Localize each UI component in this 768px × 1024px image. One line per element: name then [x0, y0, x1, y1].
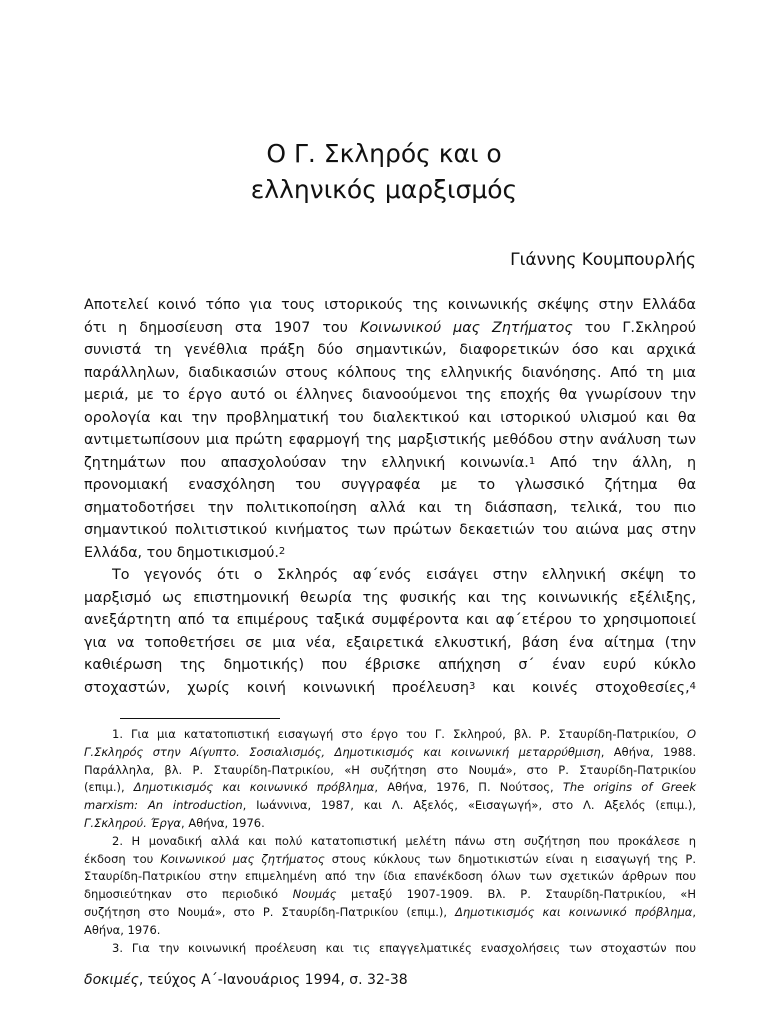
title-line-1: Ο Γ. Σκληρός και ο — [266, 139, 502, 168]
footnote-line — [84, 886, 696, 904]
body-line: παράλληλων, διαδικασιών στους κόλπους της ελληνικής διανόησης. Από τη μια — [84, 364, 696, 381]
footnote-ref-2[interactable]: 2 — [278, 545, 286, 557]
paragraph-1 — [84, 294, 696, 564]
book-title: Δημοτικισμός και κοινωνικό πρόβλημα — [455, 904, 693, 919]
footnote-line: Αθήνα, 1976. — [84, 922, 161, 937]
body-line: προνομιακή ενασχόληση του συγγραφέα με το γλωσσικό ζήτημα θα — [84, 477, 696, 493]
footnote-line — [84, 726, 696, 744]
article-body — [84, 294, 696, 699]
text-run: και κοινές στοχοθεσίες, — [475, 679, 690, 696]
page-footer — [84, 972, 408, 988]
text-run: , Αθήνα, 1988. — [600, 744, 696, 759]
body-line: αντιμετωπίσουν μια πρώτη εφαρμογή της μαρξιστικής μεθόδου στην ανάλυση των — [84, 432, 696, 448]
text-run: , Ιωάννινα, 1987, και Λ. Αξελός, «Εισαγωγή», στο Λ. Αξελός (επιμ.), — [242, 798, 696, 813]
footnote-ref-1[interactable]: 1 — [528, 455, 536, 467]
body-line: Το γεγονός ότι ο Σκληρός αφ΄ενός εισάγει στην ελληνική σκέψη το — [112, 567, 696, 583]
text-run: (επιμ.), — [84, 780, 134, 795]
footnote-ref-3[interactable]: 3 — [468, 680, 476, 692]
footnote-line: Σταυρίδη-Πατρικίου στην επιμελημένη από την ίδια επανέκδοση όλων των σχετικών άρθρων που — [84, 869, 696, 884]
book-title: Γ.Σκληρός στην Αίγυπτο. Σοσιαλισμός, Δημοτικισμός και κοινωνική μεταρρύθμιση — [84, 744, 601, 759]
body-line: σηματοδοτήσει την πολιτικοποίηση αλλά και τη διάσπαση, τελικά, του πιο — [84, 499, 696, 516]
footnote-line — [84, 851, 696, 869]
body-line: για να τοποθετήσει σε μια νέα, εξαιρετικά ελκυστική, βάση ένα αίτημα (την — [84, 634, 696, 651]
text-run: του Γ.Σκληρού — [572, 319, 696, 336]
footnote-line: 2. Η μοναδική αλλά και πολύ κατατοπιστική μελέτη πάνω στη συζήτηση που προκάλεσε η — [112, 833, 696, 848]
text-run: , — [692, 904, 696, 919]
text-run: στοχαστών, χωρίς κοινή κοινωνική προέλευση — [84, 679, 469, 696]
body-line: μεριά, με το έργο αυτό οι έλληνες διανοούμενοι της εποχής θα γνωρίσουν την — [84, 387, 696, 403]
footnote-ref-4[interactable]: 4 — [689, 680, 696, 692]
book-title: Ο — [686, 727, 696, 741]
footnote-line — [84, 904, 696, 922]
text-run: συζήτηση στο Νουμά», στο Ρ. Σταυρίδη-Πατρικίου (επιμ.), — [84, 904, 456, 919]
book-title: marxism: An introduction — [84, 798, 243, 813]
body-line — [84, 677, 696, 700]
book-title: Δημοτικισμός και κοινωνικό πρόβλημα — [133, 780, 375, 795]
body-line: ορολογία και την προβληματική του διαλεκτικού και ιστορικού υλισμού και θα — [84, 409, 696, 426]
footnotes — [84, 726, 696, 957]
journal-title: Νουμάς — [292, 887, 337, 902]
journal-name: δοκιμές — [84, 972, 139, 988]
body-line — [84, 317, 696, 340]
footnote-1 — [84, 726, 696, 833]
footnote-line — [84, 779, 696, 797]
body-line: σημαντικού πολιτιστικού κινήματος των πρώτων δεκαετιών του αιώνα μας στην — [84, 522, 696, 538]
book-title: Γ.Σκληρού. Έργα — [84, 815, 182, 830]
article-title — [0, 136, 768, 208]
footnote-line — [84, 815, 696, 833]
book-title: The origins of Greek — [562, 780, 696, 795]
body-line — [84, 542, 696, 565]
title-line-2: ελληνικός μαρξισμός — [250, 175, 518, 204]
text-run: , Αθήνα, 1976. — [181, 815, 265, 830]
body-line: ανεξάρτητη από τα επιμέρους ταξικά συμφέροντα και αφ΄ετέρου το χρησιμοποιεί — [84, 612, 696, 628]
body-line: συνιστά τη γενέθλια πράξη δύο σημαντικών, διαφορετικών όσο και αρχικά — [84, 342, 696, 358]
text-run: Από την άλλη, η — [535, 454, 697, 471]
text-run: ότι η δημοσίευση στα 1907 του — [84, 319, 360, 336]
text-run: , Αθήνα, 1976, Π. Νούτσος, — [374, 780, 563, 795]
footnote-line: Παράλληλα, βλ. Ρ. Σταυρίδη-Πατρικίου, «Η συζήτηση στο Νουμά», στο Ρ. Σταυρίδη-Πατρικίου — [84, 762, 696, 777]
footnote-separator — [120, 718, 280, 719]
body-line: Αποτελεί κοινό τόπο για τους ιστορικούς της κοινωνικής σκέψης στην Ελλάδα — [84, 297, 696, 313]
text-run: μεταξύ 1907-1909. Βλ. Ρ. Σταυρίδη-Πατρικίου, «Η — [336, 887, 696, 902]
text-run: ζητημάτων που απασχολούσαν την ελληνική κοινωνία. — [84, 454, 529, 471]
book-title: Κοινωνικού μας Ζητήματος — [359, 319, 573, 336]
text-run: Ελλάδα, του δημοτικισμού. — [84, 544, 279, 561]
issue-info: , τεύχος Α΄-Ιανουάριος 1994, σ. 32-38 — [138, 972, 408, 988]
footnote-line — [84, 797, 696, 815]
text-run: στους κύκλους των δημοτικιστών είναι η εισαγωγή της Ρ. — [324, 851, 696, 866]
book-title: Κοινωνικού μας ζητήματος — [160, 851, 325, 866]
footnote-3 — [84, 940, 696, 958]
footnote-2 — [84, 833, 696, 940]
text-run: έκδοση του — [84, 851, 161, 866]
footnote-line: 3. Για την κοινωνική προέλευση και τις επαγγελματικές ενασχολήσεις των στοχαστών που — [112, 940, 696, 955]
body-line: μαρξισμό ως επιστημονική θεωρία της φυσικής και της κοινωνικής εξέλιξης, — [84, 589, 696, 606]
paragraph-2 — [84, 564, 696, 699]
footnote-line — [84, 744, 696, 762]
body-line: καθιέρωση της δημοτικής) που έβρισκε απήχηση σ΄ έναν ευρύ κύκλο — [84, 657, 696, 673]
author-name: Γιάννης Κουμπουρλής — [510, 250, 696, 270]
body-line — [84, 452, 696, 475]
text-run: δημοσιεύτηκαν στο περιοδικό — [84, 887, 293, 902]
text-run: 1. Για μια κατατοπιστική εισαγωγή στο έργο του Γ. Σκληρού, βλ. Ρ. Σταυρίδη-Πατρικίου, — [112, 727, 687, 741]
